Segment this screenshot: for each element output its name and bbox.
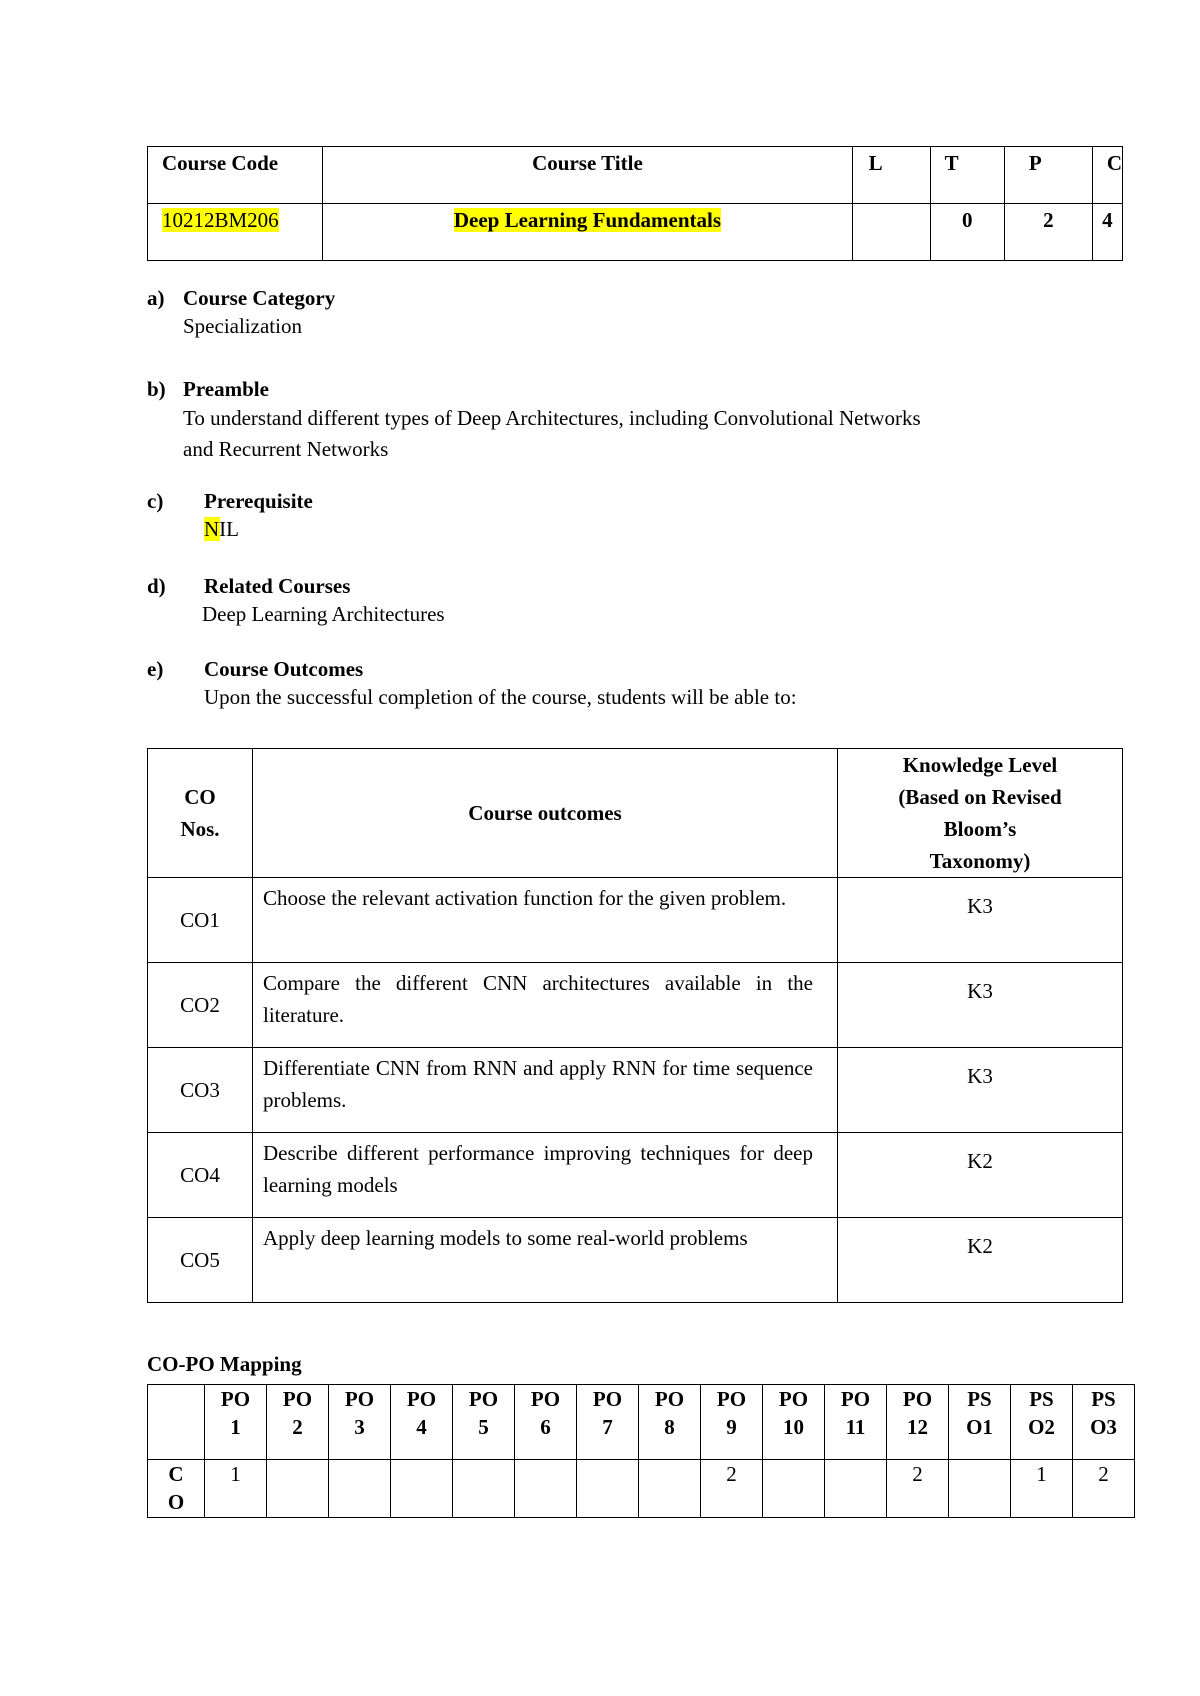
mapping-header-line: PO bbox=[220, 1387, 251, 1411]
outcomes-header-row bbox=[148, 749, 1123, 878]
header-kl-line3: Bloom’s bbox=[943, 817, 1017, 841]
outcome-row bbox=[148, 1218, 1123, 1303]
section-c-body-wrap bbox=[204, 515, 370, 543]
course-header-row bbox=[148, 147, 1123, 204]
mapping-header-line: PO bbox=[468, 1387, 499, 1411]
mapping-header-line: 3 bbox=[354, 1415, 365, 1439]
header-kl-line1: Knowledge Level bbox=[902, 753, 1058, 777]
header-knowledge-level bbox=[838, 749, 1123, 878]
mapping-header-po11 bbox=[825, 1385, 887, 1460]
outcome-text: Differentiate CNN from RNN and apply RNN for time sequence problems. bbox=[253, 1048, 838, 1133]
mapping-header-line: PO bbox=[902, 1387, 933, 1411]
mapping-value-cell: 2 bbox=[1073, 1460, 1135, 1518]
mapping-value-row bbox=[148, 1460, 1135, 1518]
outcome-co-number: CO2 bbox=[148, 963, 253, 1048]
mapping-header-line: 5 bbox=[478, 1415, 489, 1439]
section-e-title: Course Outcomes bbox=[204, 657, 364, 681]
mapping-header-po8 bbox=[639, 1385, 701, 1460]
header-kl-line2: (Based on Revised bbox=[898, 785, 1062, 809]
mapping-header-line: PO bbox=[840, 1387, 871, 1411]
header-c: C bbox=[1092, 147, 1122, 204]
header-course-title: Course Title bbox=[323, 147, 852, 204]
header-t: T bbox=[930, 147, 1004, 204]
course-title-value: Deep Learning Fundamentals bbox=[453, 208, 722, 232]
section-c-body: NIL bbox=[204, 517, 239, 541]
mapping-header-po6 bbox=[515, 1385, 577, 1460]
mapping-header-line: PO bbox=[716, 1387, 747, 1411]
outcome-text: Apply deep learning models to some real-world problems bbox=[253, 1218, 838, 1303]
mapping-header-line: 12 bbox=[907, 1415, 928, 1439]
mapping-row-label bbox=[148, 1460, 205, 1518]
mapping-header-line: PO bbox=[778, 1387, 809, 1411]
header-kl-line4: Taxonomy) bbox=[929, 849, 1031, 873]
mapping-header-pso2 bbox=[1011, 1385, 1073, 1460]
outcome-text: Describe different performance improving techniques for deep learning models bbox=[253, 1133, 838, 1218]
outcome-co-number: CO3 bbox=[148, 1048, 253, 1133]
header-co-nos bbox=[148, 749, 253, 878]
outcome-co-number: CO4 bbox=[148, 1133, 253, 1218]
mapping-value-cell bbox=[515, 1460, 577, 1518]
mapping-header-line: PO bbox=[654, 1387, 685, 1411]
outcome-row bbox=[148, 878, 1123, 963]
mapping-value-cell bbox=[949, 1460, 1011, 1518]
header-l: L bbox=[852, 147, 930, 204]
section-a-title: Course Category bbox=[183, 286, 336, 310]
mapping-header-line: 11 bbox=[845, 1415, 866, 1439]
section-a-body: Specialization bbox=[183, 314, 302, 338]
header-course-outcomes: Course outcomes bbox=[253, 749, 838, 878]
section-a-label: a) bbox=[147, 286, 165, 310]
mapping-header-line: 8 bbox=[664, 1415, 675, 1439]
section-course-outcomes bbox=[147, 655, 797, 711]
outcome-level: K3 bbox=[838, 963, 1123, 1048]
mapping-value-cell: 1 bbox=[205, 1460, 267, 1518]
course-data-row bbox=[148, 204, 1123, 261]
section-related-courses bbox=[147, 572, 445, 628]
section-b-body-line1: To understand different types of Deep Architectures, including Convolutional Networks bbox=[183, 406, 921, 430]
course-t-value: 0 bbox=[930, 204, 1004, 261]
section-preamble bbox=[147, 375, 921, 465]
mapping-value-cell bbox=[763, 1460, 825, 1518]
outcome-co-number: CO5 bbox=[148, 1218, 253, 1303]
mapping-value-cell: 2 bbox=[701, 1460, 763, 1518]
mapping-header-po12 bbox=[887, 1385, 949, 1460]
outcome-row bbox=[148, 1133, 1123, 1218]
co-po-mapping-table bbox=[147, 1384, 1135, 1518]
mapping-header-po5 bbox=[453, 1385, 515, 1460]
course-outcomes-table bbox=[147, 748, 1123, 1303]
section-d-label: d) bbox=[147, 574, 166, 598]
mapping-row-label-line: C bbox=[168, 1462, 184, 1486]
outcome-text: Compare the different CNN architectures available in the literature. bbox=[253, 963, 838, 1048]
section-b-title: Preamble bbox=[183, 377, 269, 401]
mapping-header-po2 bbox=[267, 1385, 329, 1460]
course-l-value bbox=[852, 204, 930, 261]
section-prerequisite bbox=[147, 487, 313, 543]
mapping-value-cell: 2 bbox=[887, 1460, 949, 1518]
outcome-row bbox=[148, 1048, 1123, 1133]
mapping-header-line: 4 bbox=[416, 1415, 427, 1439]
mapping-header-po7 bbox=[577, 1385, 639, 1460]
course-title-cell bbox=[323, 204, 852, 261]
section-course-category bbox=[147, 284, 335, 340]
mapping-header-line: O3 bbox=[1090, 1415, 1117, 1439]
mapping-header-line: O2 bbox=[1028, 1415, 1055, 1439]
mapping-header-line: 6 bbox=[540, 1415, 551, 1439]
mapping-value-cell bbox=[825, 1460, 887, 1518]
course-c-value: 4 bbox=[1092, 204, 1122, 261]
mapping-header-line: PS bbox=[1091, 1387, 1116, 1411]
course-code-cell bbox=[148, 204, 323, 261]
mapping-header-line: 10 bbox=[783, 1415, 804, 1439]
outcome-text: Choose the relevant activation function for the given problem. bbox=[253, 878, 838, 963]
mapping-header-line: PO bbox=[344, 1387, 375, 1411]
mapping-value-cell bbox=[639, 1460, 701, 1518]
mapping-value-cell bbox=[391, 1460, 453, 1518]
header-co-nos-line1: CO bbox=[184, 785, 216, 809]
mapping-header-line: 2 bbox=[292, 1415, 303, 1439]
outcome-level: K3 bbox=[838, 1048, 1123, 1133]
header-p: P bbox=[1004, 147, 1092, 204]
mapping-header-line: O1 bbox=[966, 1415, 993, 1439]
mapping-row-label-line: O bbox=[167, 1490, 185, 1514]
outcome-co-number: CO1 bbox=[148, 878, 253, 963]
mapping-header-po10 bbox=[763, 1385, 825, 1460]
mapping-header-line: 1 bbox=[230, 1415, 241, 1439]
mapping-value-cell bbox=[267, 1460, 329, 1518]
course-p-value: 2 bbox=[1004, 204, 1092, 261]
mapping-header-line: PO bbox=[406, 1387, 437, 1411]
mapping-header-line: PO bbox=[592, 1387, 623, 1411]
mapping-header-line: PO bbox=[530, 1387, 561, 1411]
mapping-value-cell bbox=[453, 1460, 515, 1518]
mapping-value-cell bbox=[577, 1460, 639, 1518]
mapping-value-cell: 1 bbox=[1011, 1460, 1073, 1518]
mapping-header-line: 7 bbox=[602, 1415, 613, 1439]
mapping-header-po4 bbox=[391, 1385, 453, 1460]
mapping-header-pso3 bbox=[1073, 1385, 1135, 1460]
mapping-header-line: PS bbox=[967, 1387, 992, 1411]
course-code-value: 10212BM206 bbox=[162, 208, 279, 232]
mapping-header-line: PS bbox=[1029, 1387, 1054, 1411]
header-course-code: Course Code bbox=[148, 147, 323, 204]
outcome-level: K2 bbox=[838, 1133, 1123, 1218]
mapping-header-po1 bbox=[205, 1385, 267, 1460]
section-e-label: e) bbox=[147, 657, 164, 681]
section-e-body: Upon the successful completion of the course, students will be able to: bbox=[204, 685, 797, 709]
section-c-title: Prerequisite bbox=[204, 489, 313, 513]
mapping-value-cell bbox=[329, 1460, 391, 1518]
mapping-header-line: 9 bbox=[726, 1415, 737, 1439]
mapping-header-po3 bbox=[329, 1385, 391, 1460]
mapping-header-line: PO bbox=[282, 1387, 313, 1411]
mapping-header-po9 bbox=[701, 1385, 763, 1460]
mapping-header-pso1 bbox=[949, 1385, 1011, 1460]
section-c-label: c) bbox=[147, 489, 164, 513]
section-d-title: Related Courses bbox=[204, 574, 351, 598]
section-d-body: Deep Learning Architectures bbox=[202, 602, 445, 626]
section-b-label: b) bbox=[147, 377, 166, 401]
course-header-table bbox=[147, 146, 1123, 261]
mapping-header-row bbox=[148, 1385, 1135, 1460]
section-b-body-line2: and Recurrent Networks bbox=[183, 437, 389, 461]
mapping-corner-cell bbox=[148, 1385, 205, 1460]
outcome-level: K3 bbox=[838, 878, 1123, 963]
outcome-row bbox=[148, 963, 1123, 1048]
header-co-nos-line2: Nos. bbox=[180, 817, 220, 841]
outcome-level: K2 bbox=[838, 1218, 1123, 1303]
co-po-mapping-title: CO-PO Mapping bbox=[147, 1352, 302, 1376]
